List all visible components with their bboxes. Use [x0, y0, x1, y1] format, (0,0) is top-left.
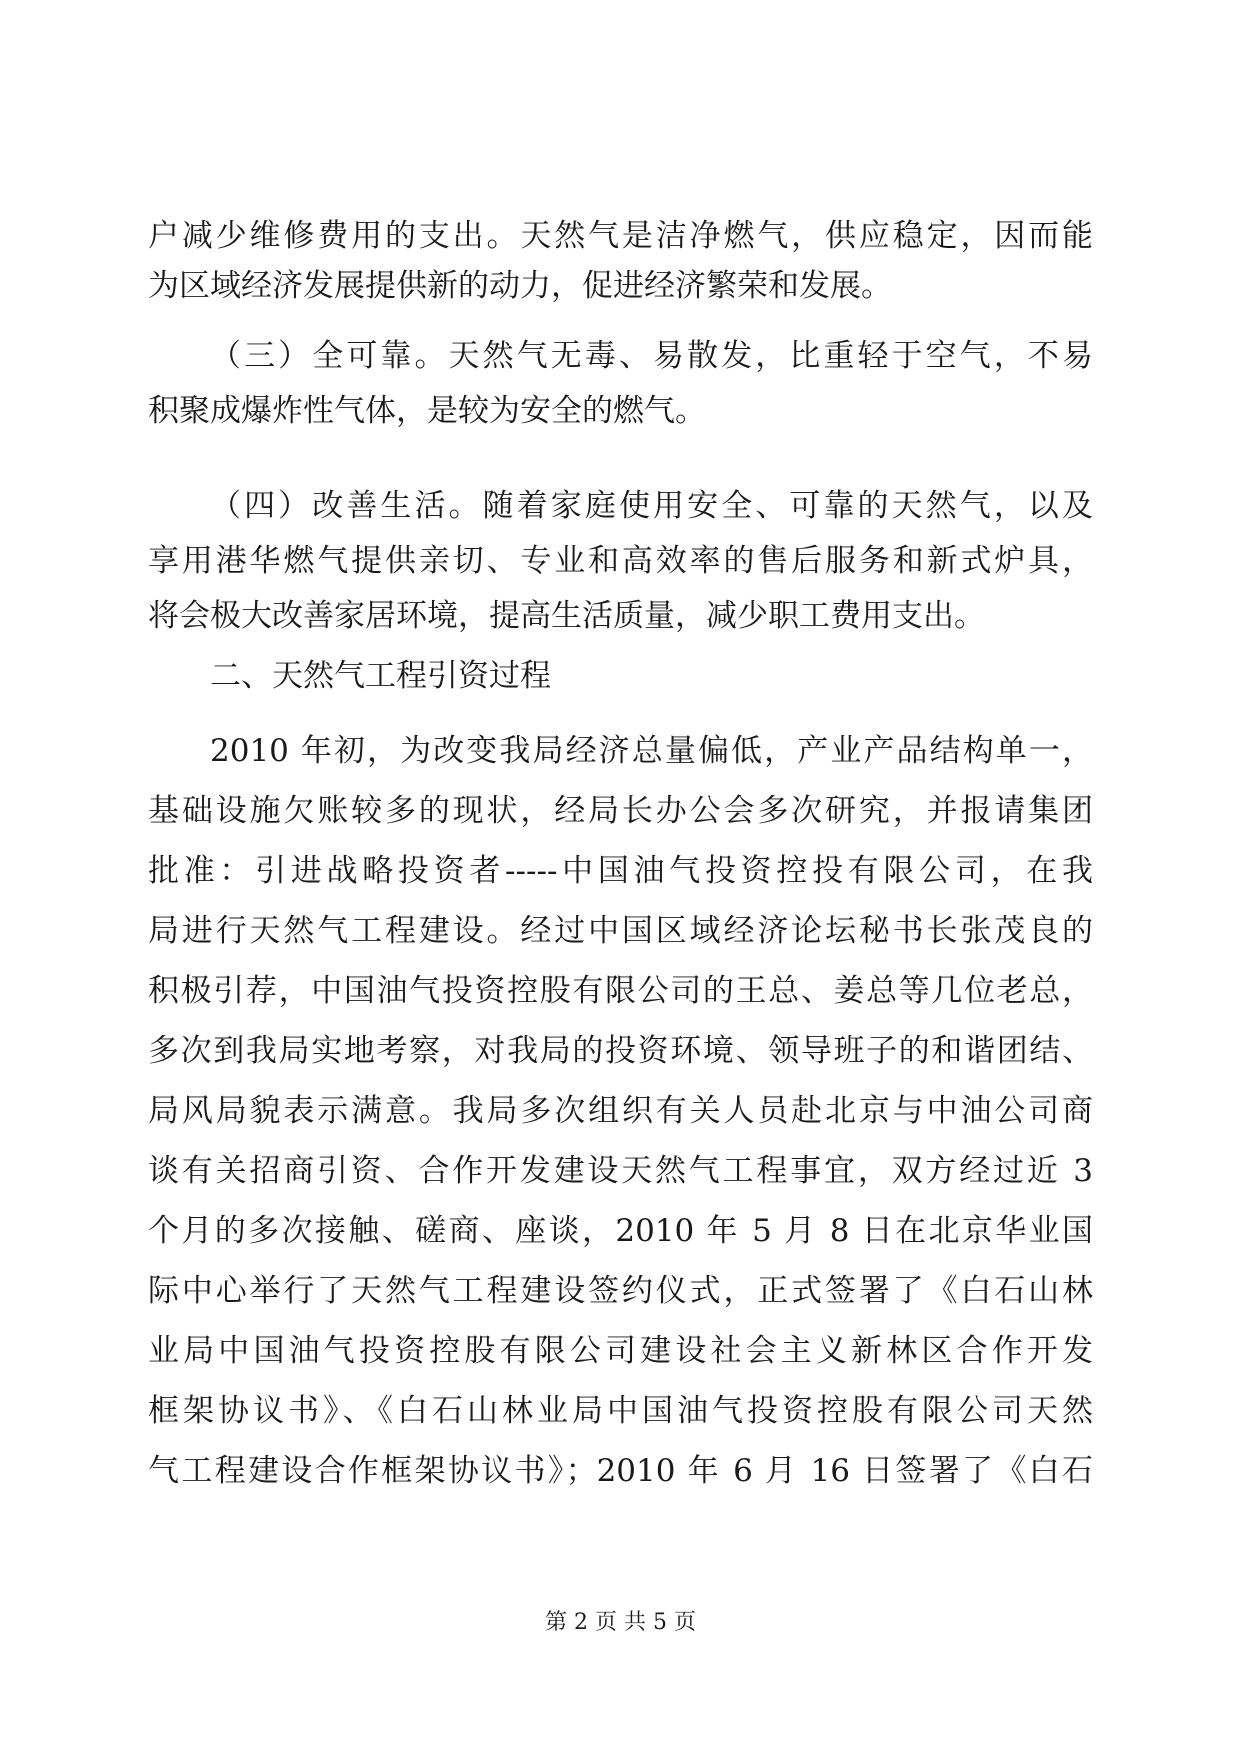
- text-line: 个月的多次接触、磋商、座谈，2010 年 5 月 8 日在北京华业国: [148, 1213, 1093, 1249]
- text-line: 局进行天然气工程建设。经过中国区域经济论坛秘书长张茂良的: [148, 913, 1093, 949]
- text-line: 基础设施欠账较多的现状，经局长办公会多次研究，并报请集团: [148, 793, 1093, 829]
- text-line: 框架协议书》、《白石山林业局中国油气投资控股有限公司天然: [148, 1393, 1093, 1429]
- paragraph-start: 2010 年初，为改变我局经济总量偏低，产业产品结构单一，: [210, 733, 1093, 769]
- text-line: 局风局貌表示满意。我局多次组织有关人员赴北京与中油公司商: [148, 1093, 1093, 1129]
- section-heading: 二、天然气工程引资过程: [210, 658, 551, 694]
- text-line: 户减少维修费用的支出。天然气是洁净燃气，供应稳定，因而能: [148, 218, 1093, 254]
- paragraph-start: （三）全可靠。天然气无毒、易散发，比重轻于空气，不易: [210, 338, 1093, 374]
- text-line: 气工程建设合作框架协议书》；2010 年 6 月 16 日签署了《白石: [148, 1453, 1093, 1489]
- text-line: 将会极大改善家居环境，提高生活质量，减少职工费用支出。: [148, 598, 985, 634]
- paragraph-start: （四）改善生活。随着家庭使用安全、可靠的天然气，以及: [210, 488, 1093, 524]
- text-line: 谈有关招商引资、合作开发建设天然气工程事宜，双方经过近 3: [148, 1153, 1093, 1189]
- text-line: 享用港华燃气提供亲切、专业和高效率的售后服务和新式炉具，: [148, 543, 1093, 579]
- text-line: 多次到我局实地考察，对我局的投资环境、领导班子的和谐团结、: [148, 1033, 1093, 1069]
- text-line: 积聚成爆炸性气体，是较为安全的燃气。: [148, 393, 706, 429]
- text-line: 业局中国油气投资控股有限公司建设社会主义新林区合作开发: [148, 1333, 1093, 1369]
- text-line: 为区域经济发展提供新的动力，促进经济繁荣和发展。: [148, 268, 892, 304]
- text-line: 际中心举行了天然气工程建设签约仪式，正式签署了《白石山林: [148, 1273, 1093, 1309]
- text-line: 批准：引进战略投资者-----中国油气投资控投有限公司，在我: [148, 853, 1093, 889]
- page-footer: 第 2 页 共 5 页: [545, 1610, 696, 1635]
- text-line: 积极引荐，中国油气投资控股有限公司的王总、姜总等几位老总，: [148, 973, 1093, 1009]
